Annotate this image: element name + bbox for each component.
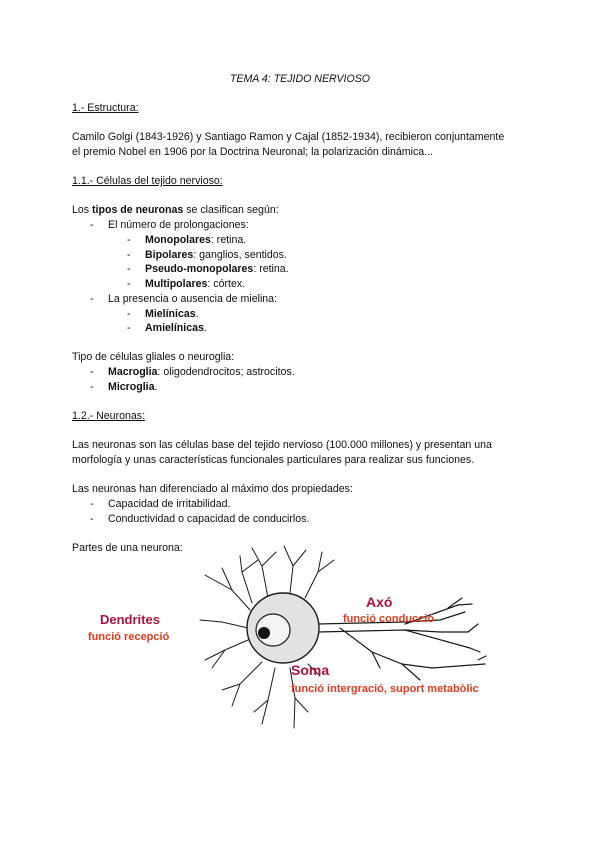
- list-item: Conductividad o capacidad de conducirlos.: [108, 513, 310, 525]
- axon: [318, 598, 486, 680]
- term: Pseudo-monopolares: [145, 263, 254, 275]
- section-heading-celulas: 1.1.- Células del tejido nervioso:: [72, 175, 223, 187]
- term-detail: : retina.: [253, 263, 289, 275]
- term-detail: : retina.: [210, 234, 247, 246]
- properties-intro: Las neuronas han diferenciado al máximo dos propiedades:: [72, 483, 353, 495]
- term-detail: : córtex.: [207, 278, 246, 290]
- term: Bipolares: [145, 249, 194, 261]
- nucleolus: [258, 627, 270, 639]
- list-item: La presencia o ausencia de mielina:: [108, 293, 278, 305]
- section-heading-neuronas: 1.2.- Neuronas:: [72, 410, 146, 422]
- soma-label: Soma: [291, 662, 330, 678]
- axon-label: Axó: [366, 594, 393, 610]
- list-dash: -: [90, 366, 94, 378]
- term: Amielínicas: [145, 322, 204, 334]
- list-item: Capacidad de irritabilidad.: [108, 498, 231, 510]
- term-detail: .: [203, 322, 207, 334]
- term-detail: .: [154, 381, 158, 393]
- term: Macroglia: [108, 366, 158, 378]
- list-dash: -: [127, 322, 131, 334]
- soma-function: funció intergració, suport metabòlic: [291, 683, 479, 695]
- term-detail: .: [195, 308, 199, 320]
- list-dash: -: [90, 513, 94, 525]
- intro-bold-text: tipos de neuronas: [92, 204, 184, 216]
- dendrites-function: funció recepció: [88, 631, 170, 643]
- dendrites-label: Dendrites: [100, 612, 160, 627]
- paragraph-line: morfología y unas características funcionales particulares para realizar sus funciones.: [72, 454, 475, 466]
- glia-intro: Tipo de células gliales o neuroglia:: [72, 351, 235, 363]
- parts-intro: Partes de una neurona:: [72, 542, 183, 554]
- intro-text: se clasifican según:: [183, 204, 279, 216]
- list-dash: -: [127, 234, 131, 246]
- term: Monopolares: [145, 234, 211, 246]
- list-dash: -: [90, 219, 94, 231]
- term: Multipolares: [145, 278, 208, 290]
- term-detail: : ganglios, sentidos.: [193, 249, 287, 261]
- term: Microglia: [108, 381, 155, 393]
- paragraph-line: Camilo Golgi (1843-1926) y Santiago Ramon y Cajal (1852-1934), recibieron conjuntamente: [72, 131, 505, 143]
- intro-text: Los: [72, 204, 93, 216]
- axon-function: funció conducció: [343, 613, 435, 625]
- term: Mielínicas: [145, 308, 196, 320]
- page-title: TEMA 4: TEJIDO NERVIOSO: [229, 73, 371, 85]
- term-detail: : oligodendrocitos; astrocitos.: [157, 366, 295, 378]
- list-item: El número de prolongaciones:: [108, 219, 249, 231]
- list-dash: -: [127, 249, 131, 261]
- list-dash: -: [127, 263, 131, 275]
- list-dash: -: [127, 308, 131, 320]
- paragraph-line: el premio Nobel en 1906 por la Doctrina Neuronal; la polarización dinámica...: [72, 146, 433, 158]
- list-dash: -: [127, 278, 131, 290]
- list-dash: -: [90, 498, 94, 510]
- section-heading-estructura: 1.- Estructura:: [72, 102, 139, 114]
- list-dash: -: [90, 293, 94, 305]
- list-dash: -: [90, 381, 94, 393]
- paragraph-line: Las neuronas son las células base del tejido nervioso (100.000 millones) y presentan una: [72, 439, 492, 451]
